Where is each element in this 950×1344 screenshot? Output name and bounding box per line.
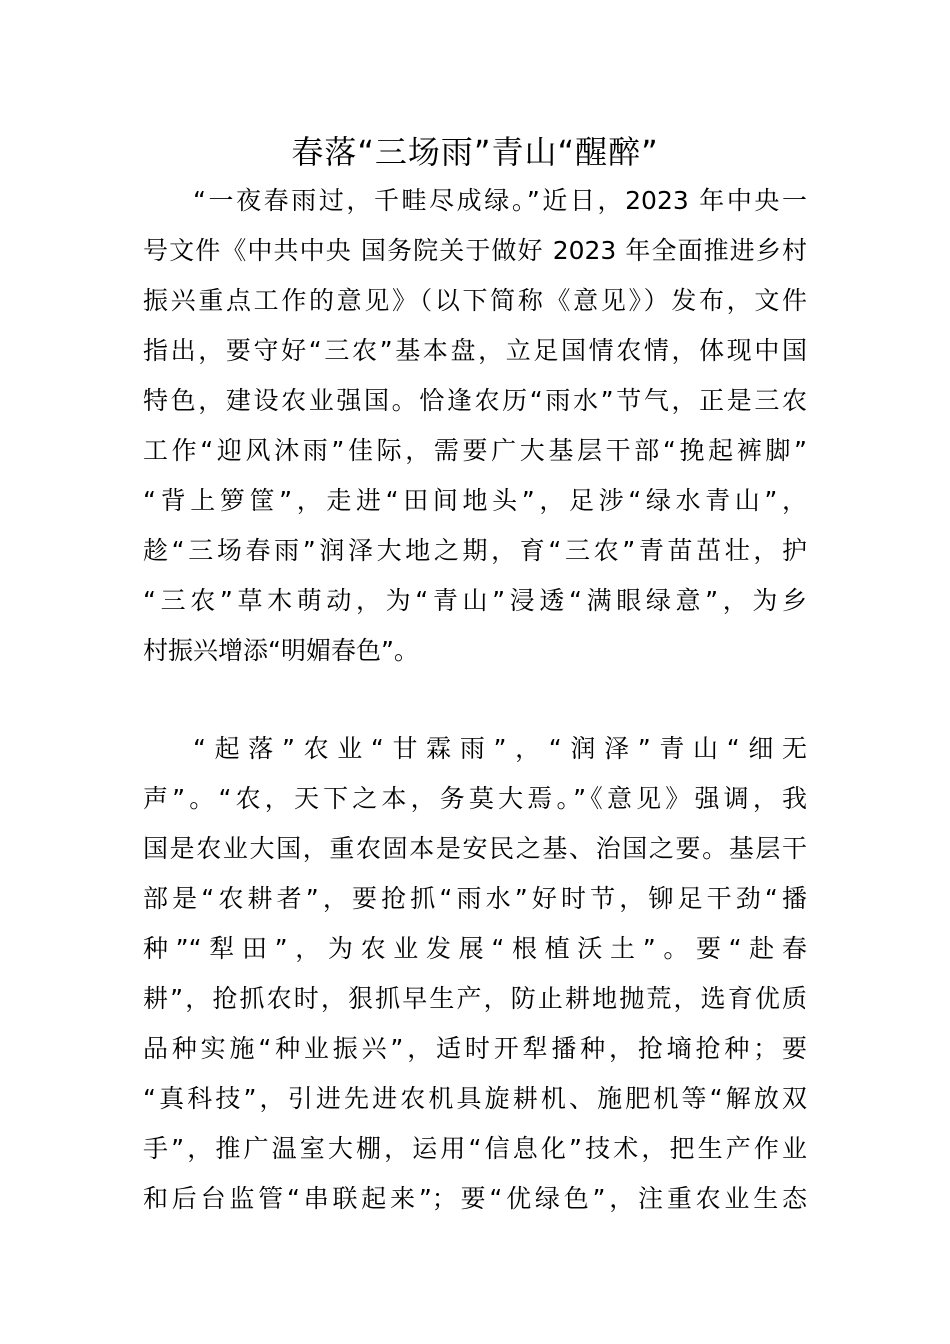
paragraph-2 — [143, 724, 807, 1224]
paragraph-line: 特色，建设农业强国。恰逢农历“雨水”节气，正是三农 — [143, 386, 807, 415]
document-title: 春落“三场雨”青山“醒醉” — [291, 133, 659, 171]
paragraph-line: 品种实施“种业振兴”，适时开犁播种，抢墒抢种；要 — [143, 1034, 807, 1063]
paragraph-line: “真科技”，引进先进农机具旋耕机、施肥机等“解放双 — [143, 1084, 807, 1113]
paragraph-1 — [143, 176, 807, 676]
paragraph-line: 工作“迎风沐雨”佳际，需要广大基层干部“挽起裤脚” — [143, 436, 807, 465]
paragraph-line: “一夜春雨过，千畦尽成绿。”近日，2023 年中央一 — [193, 186, 807, 215]
paragraph-line: “背上箩筐”，走进“田间地头”，足涉“绿水青山”， — [143, 486, 807, 515]
paragraph-line: 振兴重点工作的意见》（以下简称《意见》）发布，文件 — [143, 286, 807, 315]
paragraph-line: 村振兴增添“明媚春色”。 — [143, 636, 419, 665]
paragraph-line: 和后台监管“串联起来”；要“优绿色”，注重农业生态 — [143, 1184, 807, 1213]
paragraph-line: 手”，推广温室大棚，运用“信息化”技术，把生产作业 — [143, 1134, 807, 1163]
paragraph-line: 耕”，抢抓农时，狠抓早生产，防止耕地抛荒，选育优质 — [143, 984, 807, 1013]
paragraph-line: “三农”草木萌动，为“青山”浸透“满眼绿意”，为乡 — [143, 586, 807, 615]
paragraph-line: 趁“三场春雨”润泽大地之期，育“三农”青苗茁壮，护 — [143, 536, 807, 565]
paragraph-line: 指出，要守好“三农”基本盘，立足国情农情，体现中国 — [143, 336, 807, 365]
paragraph-line: “起落”农业“甘霖雨”，“润泽”青山“细无 — [193, 734, 807, 763]
paragraph-line: 国是农业大国，重农固本是安民之基、治国之要。基层干 — [143, 834, 807, 863]
paragraph-line: 号文件《中共中央 国务院关于做好 2023 年全面推进乡村 — [143, 236, 807, 265]
paragraph-line: 种”“犁田”，为农业发展“根植沃土”。要“赴春 — [143, 934, 807, 963]
paragraph-line: 部是“农耕者”，要抢抓“雨水”好时节，铆足干劲“播 — [143, 884, 807, 913]
paragraph-line: 声”。“农，天下之本，务莫大焉。”《意见》强调，我 — [143, 784, 807, 813]
